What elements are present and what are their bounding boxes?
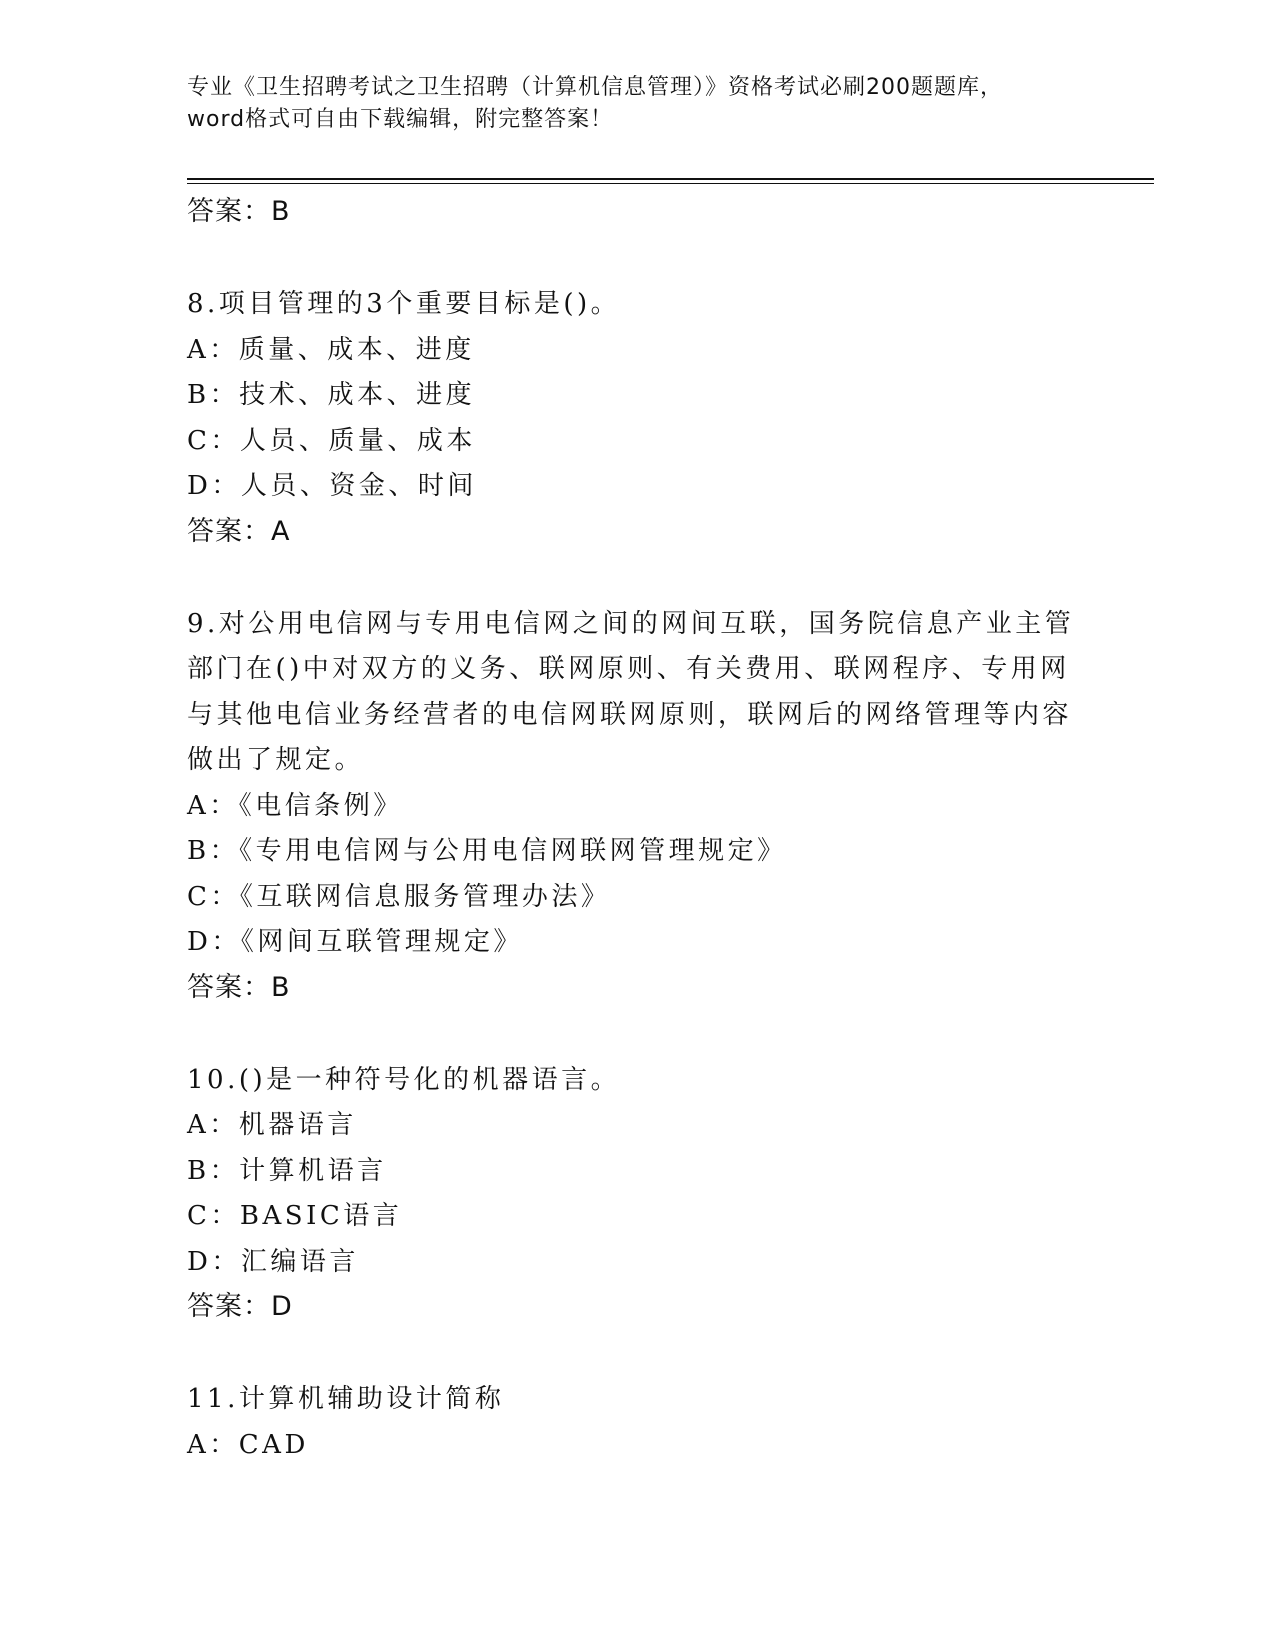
question-text: 部门在()中对双方的义务、联网原则、有关费用、联网程序、专用网: [187, 654, 1070, 684]
answer-option: D：汇编语言: [187, 1246, 359, 1277]
question-text: 10.()是一种符号化的机器语言。: [187, 1064, 621, 1095]
question-text: 8.项目管理的3个重要目标是()。: [187, 289, 621, 319]
question-block: [187, 190, 1067, 234]
question-block: [187, 282, 1067, 554]
question-text: 与其他电信业务经营者的电信网联网原则，联网后的网络管理等内容: [187, 699, 1073, 730]
answer-label: 答案：: [187, 1291, 271, 1322]
question-spacer: [187, 554, 1067, 602]
question-spacer: [187, 234, 1067, 282]
answer-option: D：《网间互联管理规定》: [187, 927, 523, 957]
answer-option: B：《专用电信网与公用电信网联网管理规定》: [187, 836, 787, 866]
answer-option: B：计算机语言: [187, 1155, 387, 1186]
answer-label: 答案：: [187, 196, 271, 227]
answer-option: C：人员、质量、成本: [187, 425, 476, 456]
question-block: [187, 602, 1075, 1010]
header-divider-thin: [187, 183, 1154, 184]
answer-line: [187, 190, 1067, 234]
header-title-line-2: word格式可自由下载编辑，附完整答案！: [187, 107, 614, 132]
answer-label: 答案：: [187, 971, 271, 1003]
answer-value: B: [271, 971, 291, 1003]
header-title-line-1: 专业《卫生招聘考试之卫生招聘（计算机信息管理）》资格考试必刷200题题库，: [187, 75, 1003, 100]
document-header: [187, 72, 1087, 136]
answer-label: 答案：: [187, 515, 271, 547]
question-block: [187, 1058, 1067, 1330]
answer-option: A：CAD: [187, 1429, 309, 1460]
answer-value: B: [271, 196, 291, 227]
question-text: 做出了规定。: [187, 745, 365, 775]
answer-option: C：BASIC语言: [187, 1201, 403, 1231]
question-block: [187, 1377, 1067, 1468]
answer-option: A：机器语言: [187, 1110, 357, 1140]
answer-value: D: [271, 1291, 293, 1322]
answer-option: B：技术、成本、进度: [187, 380, 476, 410]
answer-option: A：质量、成本、进度: [187, 334, 475, 365]
answer-line: [187, 1285, 1067, 1329]
question-spacer: [187, 1329, 1067, 1377]
question-text: 11.计算机辅助设计简称: [187, 1384, 505, 1414]
question-list: [187, 190, 1075, 1468]
header-divider-thick: [187, 178, 1154, 180]
question-spacer: [187, 1010, 1067, 1058]
answer-line: [187, 510, 1067, 554]
question-text: 9.对公用电信网与专用电信网之间的网间互联，国务院信息产业主管: [187, 608, 1075, 639]
answer-option: A：《电信条例》: [187, 790, 403, 821]
answer-value: A: [271, 515, 291, 547]
answer-line: [187, 966, 1067, 1010]
answer-option: D：人员、资金、时间: [187, 471, 477, 501]
answer-option: C：《互联网信息服务管理办法》: [187, 881, 611, 912]
